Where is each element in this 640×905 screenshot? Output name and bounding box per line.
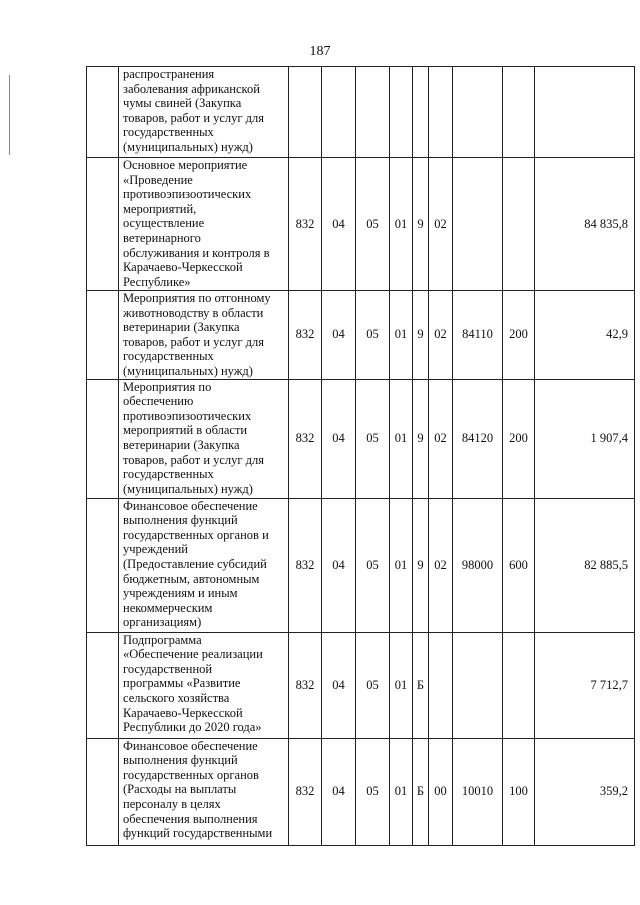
item-name-cell bbox=[119, 67, 289, 158]
ministry-code-cell: 832 bbox=[289, 632, 322, 738]
item-name-text: Финансовое обеспечение выполнения функций государственных органов и учреждений (Предоставление субсидий бюджетным, автономным учреждениям и иным некоммерческим организациям) bbox=[123, 498, 269, 630]
subprogram-code-cell: Б bbox=[413, 632, 429, 738]
ministry-code-cell: 832 bbox=[289, 158, 322, 291]
item-name-cell bbox=[119, 158, 289, 291]
program-code-cell: 01 bbox=[390, 291, 413, 380]
subprogram-code-cell: 9 bbox=[413, 158, 429, 291]
table-row bbox=[87, 632, 635, 738]
subprogram-code-cell bbox=[413, 67, 429, 158]
table-row bbox=[87, 291, 635, 380]
item-name-text: Мероприятия по обеспечению противоэпизоотических мероприятий в области ветеринарии (Закупка товаров, работ и услуг для государственных (муниципальных) нужд) bbox=[123, 379, 265, 496]
amount-cell: 84 835,8 bbox=[535, 158, 635, 291]
direction-code-cell: 84120 bbox=[453, 379, 503, 498]
event-code-cell bbox=[429, 632, 453, 738]
budget-table bbox=[86, 66, 635, 846]
table-row bbox=[87, 67, 635, 158]
section-code-cell: 04 bbox=[322, 158, 356, 291]
row-number-cell bbox=[87, 632, 119, 738]
expense-type-cell bbox=[503, 632, 535, 738]
expense-type-cell: 200 bbox=[503, 291, 535, 380]
row-number-cell bbox=[87, 379, 119, 498]
program-code-cell: 01 bbox=[390, 498, 413, 632]
amount-cell: 82 885,5 bbox=[535, 498, 635, 632]
section-code-cell: 04 bbox=[322, 738, 356, 845]
item-name-text: Основное мероприятие «Проведение противоэпизоотических мероприятий, осуществление ветеринарного обслуживания и контроля в Карачаево-Черкесской Республике» bbox=[123, 158, 270, 289]
ministry-code-cell bbox=[289, 67, 322, 158]
program-code-cell: 01 bbox=[390, 379, 413, 498]
item-name-cell bbox=[119, 291, 289, 380]
section-code-cell bbox=[322, 67, 356, 158]
ministry-code-cell: 832 bbox=[289, 291, 322, 380]
program-code-cell: 01 bbox=[390, 158, 413, 291]
row-number-cell bbox=[87, 67, 119, 158]
table-row bbox=[87, 498, 635, 632]
table-row bbox=[87, 158, 635, 291]
item-name-text: Мероприятия по отгонному животноводству в области ветеринарии (Закупка товаров, работ и услуг для государственных (муниципальных) нужд) bbox=[123, 291, 271, 378]
subsection-code-cell: 05 bbox=[356, 379, 390, 498]
event-code-cell: 02 bbox=[429, 379, 453, 498]
subsection-code-cell: 05 bbox=[356, 291, 390, 380]
item-name-text: распространения заболевания африканской чумы свиней (Закупка товаров, работ и услуг для государственных (муниципальных) нужд) bbox=[123, 67, 265, 154]
subprogram-code-cell: 9 bbox=[413, 379, 429, 498]
section-code-cell: 04 bbox=[322, 498, 356, 632]
program-code-cell bbox=[390, 67, 413, 158]
event-code-cell: 02 bbox=[429, 291, 453, 380]
row-number-cell bbox=[87, 498, 119, 632]
direction-code-cell bbox=[453, 67, 503, 158]
event-code-cell: 00 bbox=[429, 738, 453, 845]
direction-code-cell bbox=[453, 158, 503, 291]
direction-code-cell: 98000 bbox=[453, 498, 503, 632]
program-code-cell: 01 bbox=[390, 738, 413, 845]
amount-cell bbox=[535, 67, 635, 158]
subprogram-code-cell: 9 bbox=[413, 498, 429, 632]
subsection-code-cell bbox=[356, 67, 390, 158]
expense-type-cell bbox=[503, 158, 535, 291]
item-name-text: Подпрограмма «Обеспечение реализации государственной программы «Развитие сельского хозяйства Карачаево-Черкесской Республики до 2020 года» bbox=[123, 632, 263, 735]
program-code-cell: 01 bbox=[390, 632, 413, 738]
expense-type-cell: 600 bbox=[503, 498, 535, 632]
section-code-cell: 04 bbox=[322, 291, 356, 380]
page-number: 187 bbox=[309, 44, 331, 59]
margin-line bbox=[9, 75, 10, 155]
table-row bbox=[87, 379, 635, 498]
subsection-code-cell: 05 bbox=[356, 158, 390, 291]
event-code-cell: 02 bbox=[429, 158, 453, 291]
subprogram-code-cell: 9 bbox=[413, 291, 429, 380]
amount-cell: 1 907,4 bbox=[535, 379, 635, 498]
subsection-code-cell: 05 bbox=[356, 738, 390, 845]
section-code-cell: 04 bbox=[322, 379, 356, 498]
amount-cell: 7 712,7 bbox=[535, 632, 635, 738]
row-number-cell bbox=[87, 738, 119, 845]
expense-type-cell bbox=[503, 67, 535, 158]
item-name-cell bbox=[119, 379, 289, 498]
subprogram-code-cell: Б bbox=[413, 738, 429, 845]
ministry-code-cell: 832 bbox=[289, 379, 322, 498]
direction-code-cell: 84110 bbox=[453, 291, 503, 380]
subsection-code-cell: 05 bbox=[356, 498, 390, 632]
event-code-cell bbox=[429, 67, 453, 158]
item-name-cell bbox=[119, 632, 289, 738]
row-number-cell bbox=[87, 158, 119, 291]
table-row bbox=[87, 738, 635, 845]
section-code-cell: 04 bbox=[322, 632, 356, 738]
event-code-cell: 02 bbox=[429, 498, 453, 632]
subsection-code-cell: 05 bbox=[356, 632, 390, 738]
item-name-cell bbox=[119, 498, 289, 632]
ministry-code-cell: 832 bbox=[289, 738, 322, 845]
amount-cell: 359,2 bbox=[535, 738, 635, 845]
direction-code-cell: 10010 bbox=[453, 738, 503, 845]
amount-cell: 42,9 bbox=[535, 291, 635, 380]
row-number-cell bbox=[87, 291, 119, 380]
item-name-text: Финансовое обеспечение выполнения функций государственных органов (Расходы на выплаты персоналу в целях обеспечения выполнения функций государственными bbox=[123, 738, 273, 841]
expense-type-cell: 100 bbox=[503, 738, 535, 845]
direction-code-cell bbox=[453, 632, 503, 738]
item-name-cell bbox=[119, 738, 289, 845]
expense-type-cell: 200 bbox=[503, 379, 535, 498]
ministry-code-cell: 832 bbox=[289, 498, 322, 632]
